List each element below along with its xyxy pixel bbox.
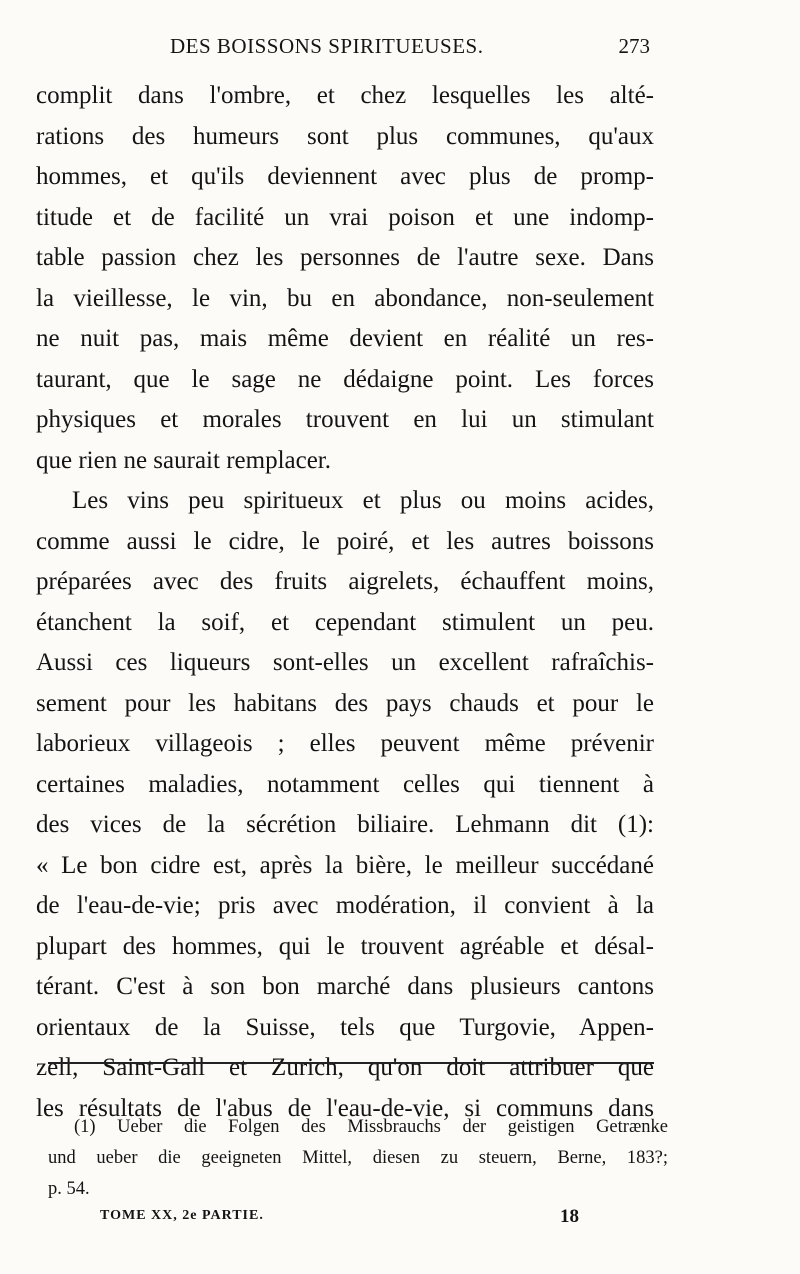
text-line: des vices de la sécrétion biliaire. Lehmann dit (1): <box>36 811 654 838</box>
text-line: table passion chez les personnes de l'autre sexe. Dans <box>36 244 654 271</box>
running-head <box>170 34 650 64</box>
paragraph-first-line: Les vins peu spiritueux et plus ou moins acides, <box>72 487 654 514</box>
text-line: taurant, que le sage ne dédaigne point. Les forces <box>36 365 654 393</box>
body-text <box>36 76 654 1129</box>
text-line: zell, Saint-Gall et Zurich, qu'on doit attribuer que <box>36 1054 654 1081</box>
text-line: que rien ne saurait remplacer. <box>36 446 331 474</box>
text-line: plupart des hommes, qui le trouvent agréable et désal- <box>36 932 654 960</box>
text-line: préparées avec des fruits aigrelets, échauffent moins, <box>36 568 654 595</box>
text-line: Aussi ces liqueurs sont-elles un excellent rafraîchis- <box>36 649 654 676</box>
text-line: étanchent la soif, et cependant stimulent un peu. <box>36 608 654 636</box>
footnote-line: (1) Ueber die Folgen des Missbrauchs der geistigen Getrænke <box>74 1117 668 1137</box>
text-line: laborieux villageois ; elles peuvent même prévenir <box>36 730 654 757</box>
footnote-line: p. 54. <box>48 1179 90 1199</box>
text-line: « Le bon cidre est, après la bière, le meilleur succédané <box>36 851 654 879</box>
text-line: de l'eau-de-vie; pris avec modération, il convient à la <box>36 892 654 919</box>
text-line: rations des humeurs sont plus communes, qu'aux <box>36 122 654 150</box>
text-line: hommes, et qu'ils deviennent avec plus de promp- <box>36 163 654 190</box>
text-line: térant. C'est à son bon marché dans plusieurs cantons <box>36 973 654 1000</box>
text-line: ne nuit pas, mais même devient en réalité un res- <box>36 325 654 352</box>
text-line: physiques et morales trouvent en lui un stimulant <box>36 406 654 433</box>
text-line: les résultats de l'abus de l'eau-de-vie, si communs dans <box>36 1094 654 1122</box>
page-number: 273 <box>618 34 650 58</box>
running-title: DES BOISSONS SPIRITUEUSES. <box>170 34 484 58</box>
footnote <box>48 1112 668 1205</box>
text-line: complit dans l'ombre, et chez lesquelles les alté- <box>36 82 654 109</box>
text-line: titude et de facilité un vrai poison et une indomp- <box>36 203 654 231</box>
sheet-number: 18 <box>560 1206 579 1227</box>
volume-signature: TOME XX, 2e PARTIE. <box>100 1208 264 1223</box>
text-line: orientaux de la Suisse, tels que Turgovie, Appen- <box>36 1013 654 1041</box>
text-line: la vieillesse, le vin, bu en abondance, non-seulement <box>36 284 654 312</box>
text-line: sement pour les habitans des pays chauds et pour le <box>36 689 654 717</box>
text-line: comme aussi le cidre, le poiré, et les autres boissons <box>36 527 654 555</box>
footnote-rule <box>48 1062 654 1064</box>
text-line: certaines maladies, notamment celles qui tiennent à <box>36 770 654 798</box>
footnote-line: und ueber die geeigneten Mittel, diesen zu steuern, Berne, 183?; <box>48 1148 668 1168</box>
